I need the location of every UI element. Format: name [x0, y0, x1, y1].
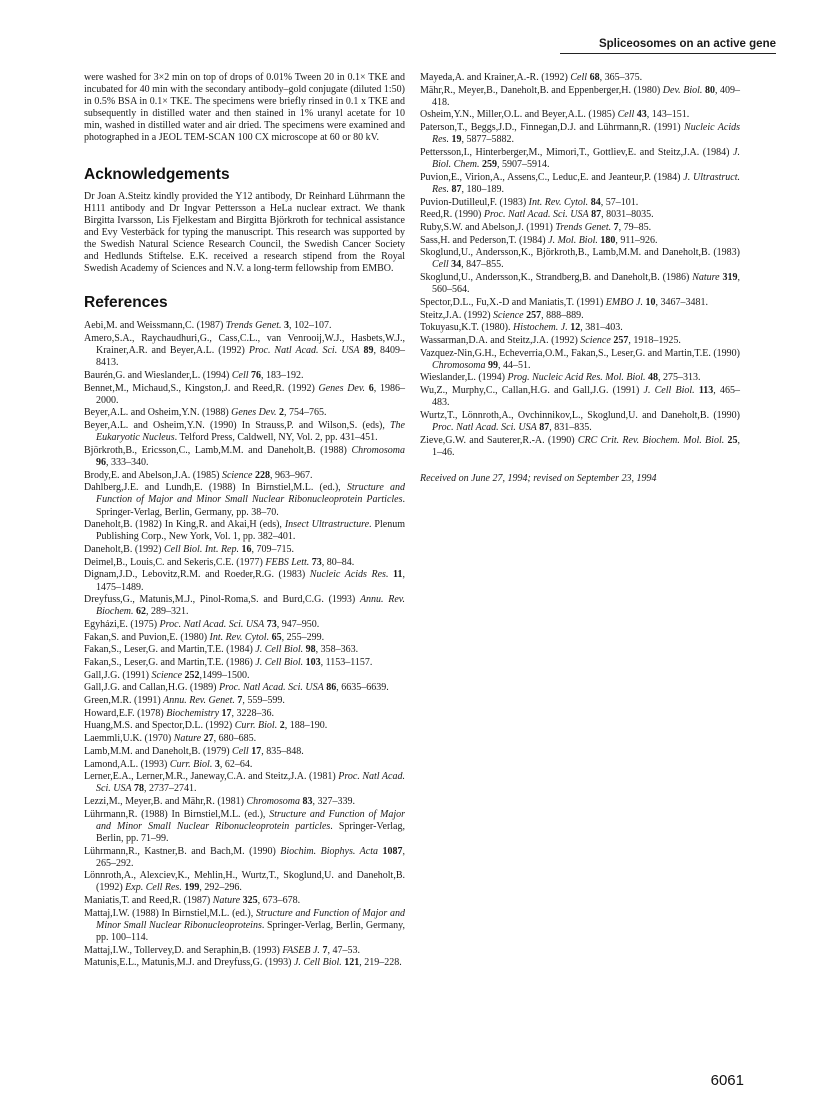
- reference-journal: Cell: [617, 109, 635, 121]
- reference-item: [84, 759, 405, 771]
- reference-journal: Proc. Natl Acad. Sci. USA: [483, 209, 589, 221]
- reference-volume: 96: [96, 457, 106, 468]
- reference-volume: 113: [694, 385, 714, 397]
- reference-authors: Lezzi,M., Meyer,B. and Mähr,R. (1981): [84, 796, 247, 807]
- reference-item: [84, 695, 405, 707]
- reference-authors: Sass,H. and Pederson,T. (1984): [420, 234, 549, 246]
- reference-pages: , 188–190.: [284, 720, 328, 732]
- reference-pages: . Springer-Verlag, Berlin, Germany, pp. 100–114.: [96, 919, 405, 943]
- reference-journal: Annu. Rev. Genet.: [163, 695, 235, 707]
- reference-volume: 257: [610, 334, 629, 346]
- reference-authors: Beyer,A.L. and Osheim,Y.N. (1988): [84, 407, 232, 419]
- reference-pages: , 333–340.: [106, 457, 149, 468]
- reference-volume: 228: [252, 469, 270, 481]
- reference-pages: , 80–84.: [321, 556, 355, 568]
- reference-authors: Gall,J.G. (1991): [84, 669, 152, 681]
- reference-journal: Histochem. J.: [513, 322, 568, 334]
- received-note: Received on June 27, 1994; revised on September 23, 1994: [420, 472, 657, 484]
- reference-journal: J. Cell Biol.: [293, 957, 342, 969]
- reference-pages: , 79–85.: [618, 221, 652, 233]
- reference-volume: 68: [587, 72, 600, 83]
- reference-volume: 6: [365, 382, 374, 394]
- reference-volume: 25: [724, 434, 738, 446]
- reference-pages: , 3228–36.: [231, 707, 275, 719]
- reference-volume: 319: [719, 272, 738, 284]
- reference-volume: 73: [309, 556, 322, 568]
- reference-volume: 2: [276, 407, 285, 419]
- reference-item: [420, 410, 740, 434]
- reference-item: [84, 682, 405, 694]
- reference-authors: Lamond,A.L. (1993): [84, 758, 170, 770]
- reference-pages: , 255–299.: [281, 631, 325, 643]
- reference-volume: 80: [702, 84, 715, 96]
- reference-journal: J. Cell Biol.: [643, 385, 695, 397]
- reference-journal: The Eukaryotic Nucleus: [96, 420, 405, 444]
- reference-pages: , 559–599.: [242, 695, 285, 707]
- reference-authors: Daneholt,B. (1982) In King,R. and Akai,H (eds),: [84, 519, 285, 531]
- reference-item: [84, 370, 405, 382]
- reference-journal: J. Ultrastruct. Res.: [432, 171, 740, 195]
- reference-journal: Chromosoma: [351, 444, 405, 456]
- reference-authors: Puvion,E., Virion,A., Assens,C., Leduc,E. and Jeanteur,P. (1984): [420, 171, 684, 183]
- reference-pages: , 3467–3481.: [655, 296, 708, 308]
- reference-authors: Howard,E.F. (1978): [84, 707, 167, 719]
- reference-journal: Nature: [692, 272, 720, 284]
- reference-journal: Chromosoma: [432, 359, 486, 371]
- reference-journal: EMBO J.: [605, 296, 643, 308]
- reference-journal: J. Mol. Biol.: [548, 234, 598, 246]
- reference-authors: Spector,D.L., Fu,X.-D and Maniatis,T. (1991): [420, 296, 606, 308]
- reference-item: [420, 85, 740, 109]
- reference-pages: , 8409–8413.: [96, 345, 405, 369]
- reference-journal: Nucleic Acids Res.: [309, 569, 389, 581]
- reference-volume: 98: [303, 644, 316, 656]
- reference-journal: Cell: [432, 259, 449, 271]
- reference-pages: , 1153–1157.: [320, 657, 373, 669]
- reference-authors: Skoglund,U., Andersson,K., Strandberg,B. and Daneholt,B. (1986): [420, 272, 693, 284]
- reference-pages: , 292–296.: [199, 882, 242, 894]
- reference-item: [84, 519, 405, 543]
- reference-pages: , 1475–1489.: [96, 569, 405, 593]
- reference-item: [420, 335, 740, 347]
- reference-volume: 17: [248, 745, 262, 757]
- reference-volume: 89: [359, 345, 374, 357]
- reference-journal: Science: [493, 309, 524, 321]
- methods-paragraph: were washed for 3×2 min on top of drops of 0.01% Tween 20 in 0.1× TKE and incubated for 40 min with the secondary antibody–gold conjugate (diluted 1:50) in 0.5% BSA in 0.1× TKE. The specimens were briefly rinsed in 0.1 x TKE and subsequently in distilled water and then stained in 1% uranyl acetate for 10 min, washed in distilled water and air dried. The specimens were examined and photographed in a JEOL TEM-SCAN 100 CX microscope at 60 or 80 kV.: [84, 72, 405, 144]
- reference-volume: 76: [248, 369, 262, 381]
- reference-pages: , 2737–2741.: [144, 783, 197, 795]
- reference-volume: 252: [182, 669, 200, 681]
- reference-journal: Insect Ultrastructure: [284, 519, 370, 531]
- reference-item: [420, 209, 740, 221]
- reference-item: [84, 594, 405, 618]
- reference-pages: . Plenum Publishing Corp., New York, Vol. 1, pp. 382–401.: [96, 519, 405, 543]
- reference-pages: , 911–926.: [615, 234, 658, 246]
- reference-item: [420, 272, 740, 296]
- reference-authors: Wurtz,T., Lönnroth,A., Ovchinnikov,L., Skoglund,U. and Daneholt,B. (1990): [420, 409, 740, 421]
- reference-journal: FEBS Lett.: [265, 556, 310, 568]
- reference-journal: Genes Dev.: [231, 407, 277, 419]
- references-heading: References: [84, 294, 168, 312]
- reference-item: [84, 320, 405, 332]
- reference-item: [84, 445, 405, 469]
- reference-volume: 73: [264, 618, 277, 630]
- reference-journal: Proc. Natl Acad. Sci. USA: [96, 771, 405, 795]
- reference-journal: Proc. Natl Acad. Sci. USA: [248, 345, 360, 357]
- reference-pages: , 143–151.: [646, 109, 690, 121]
- reference-pages: , 289–321.: [146, 606, 189, 618]
- reference-pages: , 381–403.: [580, 322, 623, 334]
- reference-volume: 62: [133, 606, 146, 618]
- reference-volume: 259: [479, 159, 497, 171]
- reference-item: [84, 333, 405, 369]
- reference-authors: Beyer,A.L. and Osheim,Y.N. (1990) In Strauss,P. and Wilson,S. (eds),: [84, 420, 390, 432]
- reference-pages: , 6635–6639.: [336, 682, 389, 694]
- reference-journal: Chromosoma: [246, 796, 301, 807]
- reference-journal: Proc. Natl Acad. Sci. USA: [159, 618, 265, 630]
- reference-pages: , 365–375.: [599, 72, 643, 83]
- reference-pages: , 275–313.: [658, 372, 701, 384]
- reference-journal: Structure and Function of Major and Minor Small Nuclear Ribonucleoprotein particles: [96, 808, 406, 832]
- reference-item: [84, 771, 405, 795]
- reference-authors: Brody,E. and Abelson,J.A. (1985): [84, 469, 222, 481]
- reference-authors: Baurén,G. and Wieslander,L. (1994): [84, 369, 232, 381]
- reference-item: [84, 796, 405, 808]
- reference-authors: Fakan,S. and Puvion,E. (1980): [84, 631, 210, 643]
- reference-item: [84, 632, 405, 644]
- reference-volume: 16: [239, 544, 252, 556]
- reference-authors: Lührmann,R., Kastner,B. and Bach,M. (1990): [84, 845, 281, 857]
- reference-item: [84, 383, 405, 407]
- reference-pages: , 409–418.: [432, 84, 741, 108]
- reference-authors: Wu,Z., Murphy,C., Callan,H.G. and Gall,J.G. (1991): [420, 385, 644, 397]
- reference-pages: , 5877–5882.: [461, 134, 514, 146]
- reference-authors: Fakan,S., Leser,G. and Martin,T.E. (1984): [84, 644, 256, 656]
- reference-item: [420, 247, 740, 271]
- reference-authors: Laemmli,U.K. (1970): [84, 733, 174, 745]
- reference-journal: J. Cell Biol.: [255, 644, 304, 656]
- reference-item: [420, 372, 740, 384]
- reference-pages: . Springer-Verlag, Berlin, Germany, pp. 38–70.: [96, 494, 405, 518]
- reference-volume: 87: [536, 421, 550, 433]
- reference-authors: Vazquez-Nin,G.H., Echeverria,O.M., Fakan,S., Leser,G. and Martin,T.E. (1990): [420, 347, 740, 359]
- reference-authors: Lönnroth,A., Alexciev,K., Mehlin,H., Wurtz,T., Skoglund,U. and Daneholt,B. (1992): [84, 870, 405, 894]
- reference-journal: Proc. Natl Acad. Sci. USA: [218, 682, 324, 694]
- reference-volume: 34: [448, 259, 462, 271]
- reference-journal: Biochemistry: [166, 707, 220, 719]
- reference-item: [84, 720, 405, 732]
- reference-pages: , 560–564.: [432, 272, 741, 296]
- reference-journal: J. Biol. Chem.: [432, 146, 740, 171]
- reference-authors: Lerner,E.A., Lerner,M.R., Janeway,C.A. and Steitz,J.A. (1981): [84, 771, 339, 783]
- reference-item: [84, 670, 405, 682]
- reference-authors: Maniatis,T. and Reed,R. (1987): [84, 895, 213, 907]
- reference-authors: Deimel,B., Louis,C. and Sekeris,C.E. (1977): [84, 556, 266, 568]
- reference-journal: CRC Crit. Rev. Biochem. Mol. Biol.: [577, 434, 725, 446]
- reference-authors: Dahlberg,J.E. and Lundh,E. (1988) In Birnstiel,M.L. (ed.),: [84, 482, 347, 494]
- reference-volume: 7: [319, 944, 328, 956]
- reference-item: [84, 895, 405, 907]
- reference-item: [420, 197, 740, 209]
- reference-authors: Skoglund,U., Andersson,K., Björkroth,B., Lamb,M.M. and Daneholt,B. (1983): [420, 247, 740, 259]
- reference-volume: 17: [219, 707, 232, 719]
- references-list-right: [420, 72, 740, 459]
- reference-pages: , 5907–5914.: [497, 159, 550, 171]
- reference-volume: 7: [234, 695, 243, 707]
- reference-authors: Björkroth,B., Ericsson,C., Lamb,M.M. and Daneholt,B. (1988): [84, 444, 352, 456]
- reference-pages: , 673–678.: [257, 895, 301, 907]
- reference-item: [84, 657, 405, 669]
- reference-pages: , 465–483.: [432, 385, 740, 409]
- reference-item: [84, 470, 405, 482]
- reference-authors: Matunis,E.L., Matunis,M.J. and Dreyfuss,G. (1993): [84, 957, 294, 969]
- reference-volume: 3: [281, 320, 290, 332]
- reference-volume: 65: [269, 631, 282, 643]
- reference-item: [84, 746, 405, 758]
- reference-pages: , 8031–8035.: [601, 209, 654, 221]
- reference-authors: Ruby,S.W. and Abelson,J. (1991): [420, 221, 556, 233]
- references-list-left: [84, 320, 405, 969]
- reference-volume: 2: [277, 720, 285, 732]
- reference-authors: Mayeda,A. and Krainer,A.-R. (1992): [420, 72, 571, 83]
- reference-authors: Lührmann,R. (1988) In Birnstiel,M.L. (ed.),: [84, 808, 270, 820]
- reference-journal: FASEB J.: [282, 944, 320, 956]
- reference-item: [84, 908, 405, 944]
- reference-volume: 87: [588, 209, 602, 221]
- reference-journal: Cell: [232, 745, 249, 757]
- reference-item: [420, 172, 740, 196]
- reference-authors: Osheim,Y.N., Miller,O.L. and Beyer,A.L. (1985): [420, 109, 618, 121]
- reference-item: [84, 809, 405, 845]
- reference-volume: 43: [634, 109, 647, 121]
- reference-journal: Nucleic Acids Res.: [432, 122, 741, 146]
- reference-item: [420, 72, 740, 84]
- reference-authors: Pettersson,I., Hinterberger,M., Mimori,T., Gottliev,E. and Steitz,J.A. (1984): [420, 146, 734, 158]
- reference-volume: 12: [567, 322, 581, 334]
- reference-item: [84, 569, 405, 593]
- reference-volume: 83: [300, 796, 313, 807]
- reference-pages: , 44–51.: [498, 359, 531, 371]
- reference-authors: Mattaj,I.W., Tollervey,D. and Seraphin,B. (1993): [84, 944, 283, 956]
- reference-volume: 86: [323, 682, 337, 694]
- reference-authors: Tokuyasu,K.T. (1980).: [420, 322, 513, 334]
- reference-pages: , 57–101.: [600, 196, 639, 208]
- reference-pages: , 947–950.: [276, 618, 320, 630]
- reference-item: [84, 644, 405, 656]
- reference-volume: 27: [201, 733, 214, 745]
- reference-journal: Trends Genet.: [225, 320, 282, 332]
- reference-volume: 10: [643, 296, 656, 308]
- reference-pages: , 847–855.: [461, 259, 504, 271]
- reference-journal: Proc. Natl Acad. Sci. USA: [432, 421, 537, 433]
- reference-pages: , 358–363.: [315, 644, 359, 656]
- reference-authors: Egyházi,E. (1975): [84, 618, 160, 630]
- reference-volume: 121: [341, 957, 360, 969]
- reference-item: [420, 147, 740, 171]
- reference-authors: Gall,J.G. and Callan,H.G. (1989): [84, 682, 219, 694]
- reference-journal: Curr. Biol.: [234, 720, 278, 732]
- reference-item: [420, 310, 740, 322]
- reference-pages: , 180–189.: [461, 183, 504, 195]
- reference-item: [84, 846, 405, 870]
- reference-volume: 199: [181, 882, 200, 894]
- reference-authors: Steitz,J.A. (1992): [420, 309, 494, 321]
- reference-journal: Biochim. Biophys. Acta: [280, 845, 378, 857]
- reference-item: [420, 222, 740, 234]
- reference-journal: Science: [221, 469, 253, 481]
- reference-pages: . Springer-Verlag, Berlin, pp. 71–99.: [96, 820, 405, 844]
- reference-journal: Genes Dev.: [318, 382, 366, 394]
- reference-pages: , 1918–1925.: [628, 334, 681, 346]
- reference-journal: Int. Rev. Cytol.: [209, 631, 270, 643]
- reference-journal: Cell Biol. Int. Rep.: [164, 544, 239, 556]
- acknowledgements-text: Dr Joan A.Steitz kindly provided the Y12 antibody, Dr Reinhard Lührmann the H111 antibody and Dr Ingvar Pettersson a HeLa nuclear extract. We thank Birgitta Ivarsson, Lis Fjelkestam and Birgitta Björkroth for technical assistance and Evy Vesterbäck for typing the manuscript. This research was supported by the Swedish Natural Science Research Council, the Swedish Cancer Society and Hedlunds Stiftelse. E.K. received a research stipend from the Royal Swedish Academy of Sciences and N.V. a long-term fellowship from EMBO.: [84, 190, 405, 275]
- reference-volume: 48: [645, 372, 659, 384]
- reference-item: [420, 385, 740, 409]
- reference-pages: , 47–53.: [327, 944, 360, 956]
- reference-item: [84, 544, 405, 556]
- reference-authors: Reed,R. (1990): [420, 209, 484, 221]
- reference-authors: Wieslander,L. (1994): [420, 372, 508, 384]
- reference-volume: 257: [523, 309, 542, 321]
- reference-volume: 7: [611, 221, 619, 233]
- reference-authors: Mähr,R., Meyer,B., Daneholt,B. and Eppenberger,H. (1980): [420, 84, 663, 96]
- reference-pages: , 1–46.: [432, 434, 740, 458]
- reference-authors: Mattaj,I.W. (1988) In Birnstiel,M.L. (ed.),: [84, 907, 256, 919]
- reference-pages: , 219–228.: [359, 957, 402, 969]
- reference-journal: Annu. Rev. Biochem.: [96, 594, 405, 618]
- reference-volume: 3: [212, 758, 220, 770]
- reference-volume: 19: [448, 134, 462, 146]
- left-column: [84, 72, 405, 970]
- reference-journal: Structure and Function of Major and Minor Small Nuclear Ribonucleoproteins: [96, 907, 405, 931]
- reference-item: [84, 420, 405, 444]
- reference-authors: Amero,S.A., Raychaudhuri,G., Cass,C.L., van Venrooij,W.J., Hasbets,W.J., Krainer,A.R. and Beyer,A.L. (1992): [84, 333, 405, 357]
- reference-pages: , 183–192.: [261, 369, 304, 381]
- reference-authors: Zieve,G.W. and Sauterer,R.-A. (1990): [420, 434, 578, 446]
- reference-pages: , 831–835.: [549, 421, 592, 433]
- reference-authors: Paterson,T., Beggs,J.D., Finnegan,D.J. and Lührmann,R. (1991): [420, 122, 685, 134]
- reference-item: [84, 619, 405, 631]
- reference-item: [84, 482, 405, 518]
- reference-journal: Prog. Nucleic Acid Res. Mol. Biol.: [507, 372, 646, 384]
- reference-authors: Aebi,M. and Weissmann,C. (1987): [84, 320, 226, 332]
- reference-item: [84, 733, 405, 745]
- reference-authors: Bennet,M., Michaud,S., Kingston,J. and Reed,R. (1992): [84, 382, 319, 394]
- reference-journal: Science: [151, 669, 183, 681]
- reference-pages: , 102–107.: [289, 320, 332, 332]
- reference-item: [84, 945, 405, 957]
- reference-journal: Cell: [570, 72, 588, 83]
- running-title: Spliceosomes on an active gene: [560, 38, 776, 54]
- reference-volume: 87: [448, 183, 462, 195]
- reference-journal: Cell: [231, 369, 249, 381]
- reference-pages: , 835–848.: [261, 745, 304, 757]
- reference-journal: Science: [580, 334, 611, 346]
- reference-item: [420, 435, 740, 459]
- reference-item: [84, 708, 405, 720]
- reference-pages: , 709–715.: [251, 544, 294, 556]
- reference-item: [84, 557, 405, 569]
- reference-pages: , 327–339.: [312, 796, 356, 807]
- reference-authors: Lamb,M.M. and Daneholt,B. (1979): [84, 745, 233, 757]
- reference-pages: , 265–292.: [96, 845, 406, 869]
- reference-journal: Dev. Biol.: [662, 84, 703, 96]
- reference-pages: , 1986–2000.: [96, 382, 405, 406]
- reference-pages: , 62–64.: [219, 758, 253, 770]
- reference-pages: , 963–967.: [270, 469, 313, 481]
- reference-authors: Huang,M.S. and Spector,D.L. (1992): [84, 720, 235, 732]
- reference-volume: 99: [485, 359, 499, 371]
- reference-item: [420, 297, 740, 309]
- reference-journal: Trends Genet.: [555, 221, 612, 233]
- reference-authors: Dreyfuss,G., Matunis,M.J., Pinol-Roma,S. and Burd,C.G. (1993): [84, 594, 360, 606]
- reference-pages: ,1499–1500.: [199, 669, 250, 681]
- reference-volume: 103: [303, 657, 321, 669]
- reference-journal: J. Cell Biol.: [255, 657, 304, 669]
- reference-item: [420, 322, 740, 334]
- reference-authors: Fakan,S., Leser,G. and Martin,T.E. (1986): [84, 657, 256, 669]
- reference-volume: 11: [388, 569, 403, 581]
- reference-authors: Puvion-Dutilleul,F. (1983): [420, 196, 529, 208]
- reference-item: [84, 870, 405, 894]
- reference-volume: 84: [588, 196, 601, 208]
- reference-volume: 1087: [378, 845, 403, 857]
- reference-volume: 325: [240, 895, 258, 907]
- reference-item: [420, 122, 740, 146]
- page-number: 6061: [710, 1072, 744, 1089]
- reference-journal: Curr. Biol.: [169, 758, 213, 770]
- reference-authors: Wassarman,D.A. and Steitz,J.A. (1992): [420, 334, 581, 346]
- reference-item: [420, 235, 740, 247]
- reference-volume: 78: [131, 783, 145, 795]
- reference-pages: . Telford Press, Caldwell, NY, Vol. 2, pp. 431–451.: [174, 432, 378, 444]
- reference-pages: , 754–765.: [284, 407, 327, 419]
- reference-item: [420, 348, 740, 372]
- right-column: [420, 72, 740, 485]
- reference-pages: , 888–889.: [541, 309, 584, 321]
- reference-pages: , 680–685.: [213, 733, 257, 745]
- reference-authors: Green,M.R. (1991): [84, 695, 164, 707]
- reference-journal: Nature: [173, 733, 202, 745]
- reference-volume: 180: [597, 234, 616, 246]
- reference-journal: Structure and Function of Major and Minor Small Nuclear Ribonucleoprotein Particles: [96, 482, 405, 506]
- reference-journal: Exp. Cell Res.: [125, 882, 182, 894]
- reference-authors: Daneholt,B. (1992): [84, 544, 164, 556]
- reference-item: [84, 407, 405, 419]
- reference-journal: Int. Rev. Cytol.: [528, 196, 589, 208]
- reference-journal: Nature: [212, 895, 241, 907]
- reference-authors: Dignam,J.D., Lebovitz,R.M. and Roeder,R.G. (1983): [84, 569, 310, 581]
- reference-item: [84, 957, 405, 969]
- acknowledgements-heading: Acknowledgements: [84, 165, 230, 183]
- reference-item: [420, 109, 740, 121]
